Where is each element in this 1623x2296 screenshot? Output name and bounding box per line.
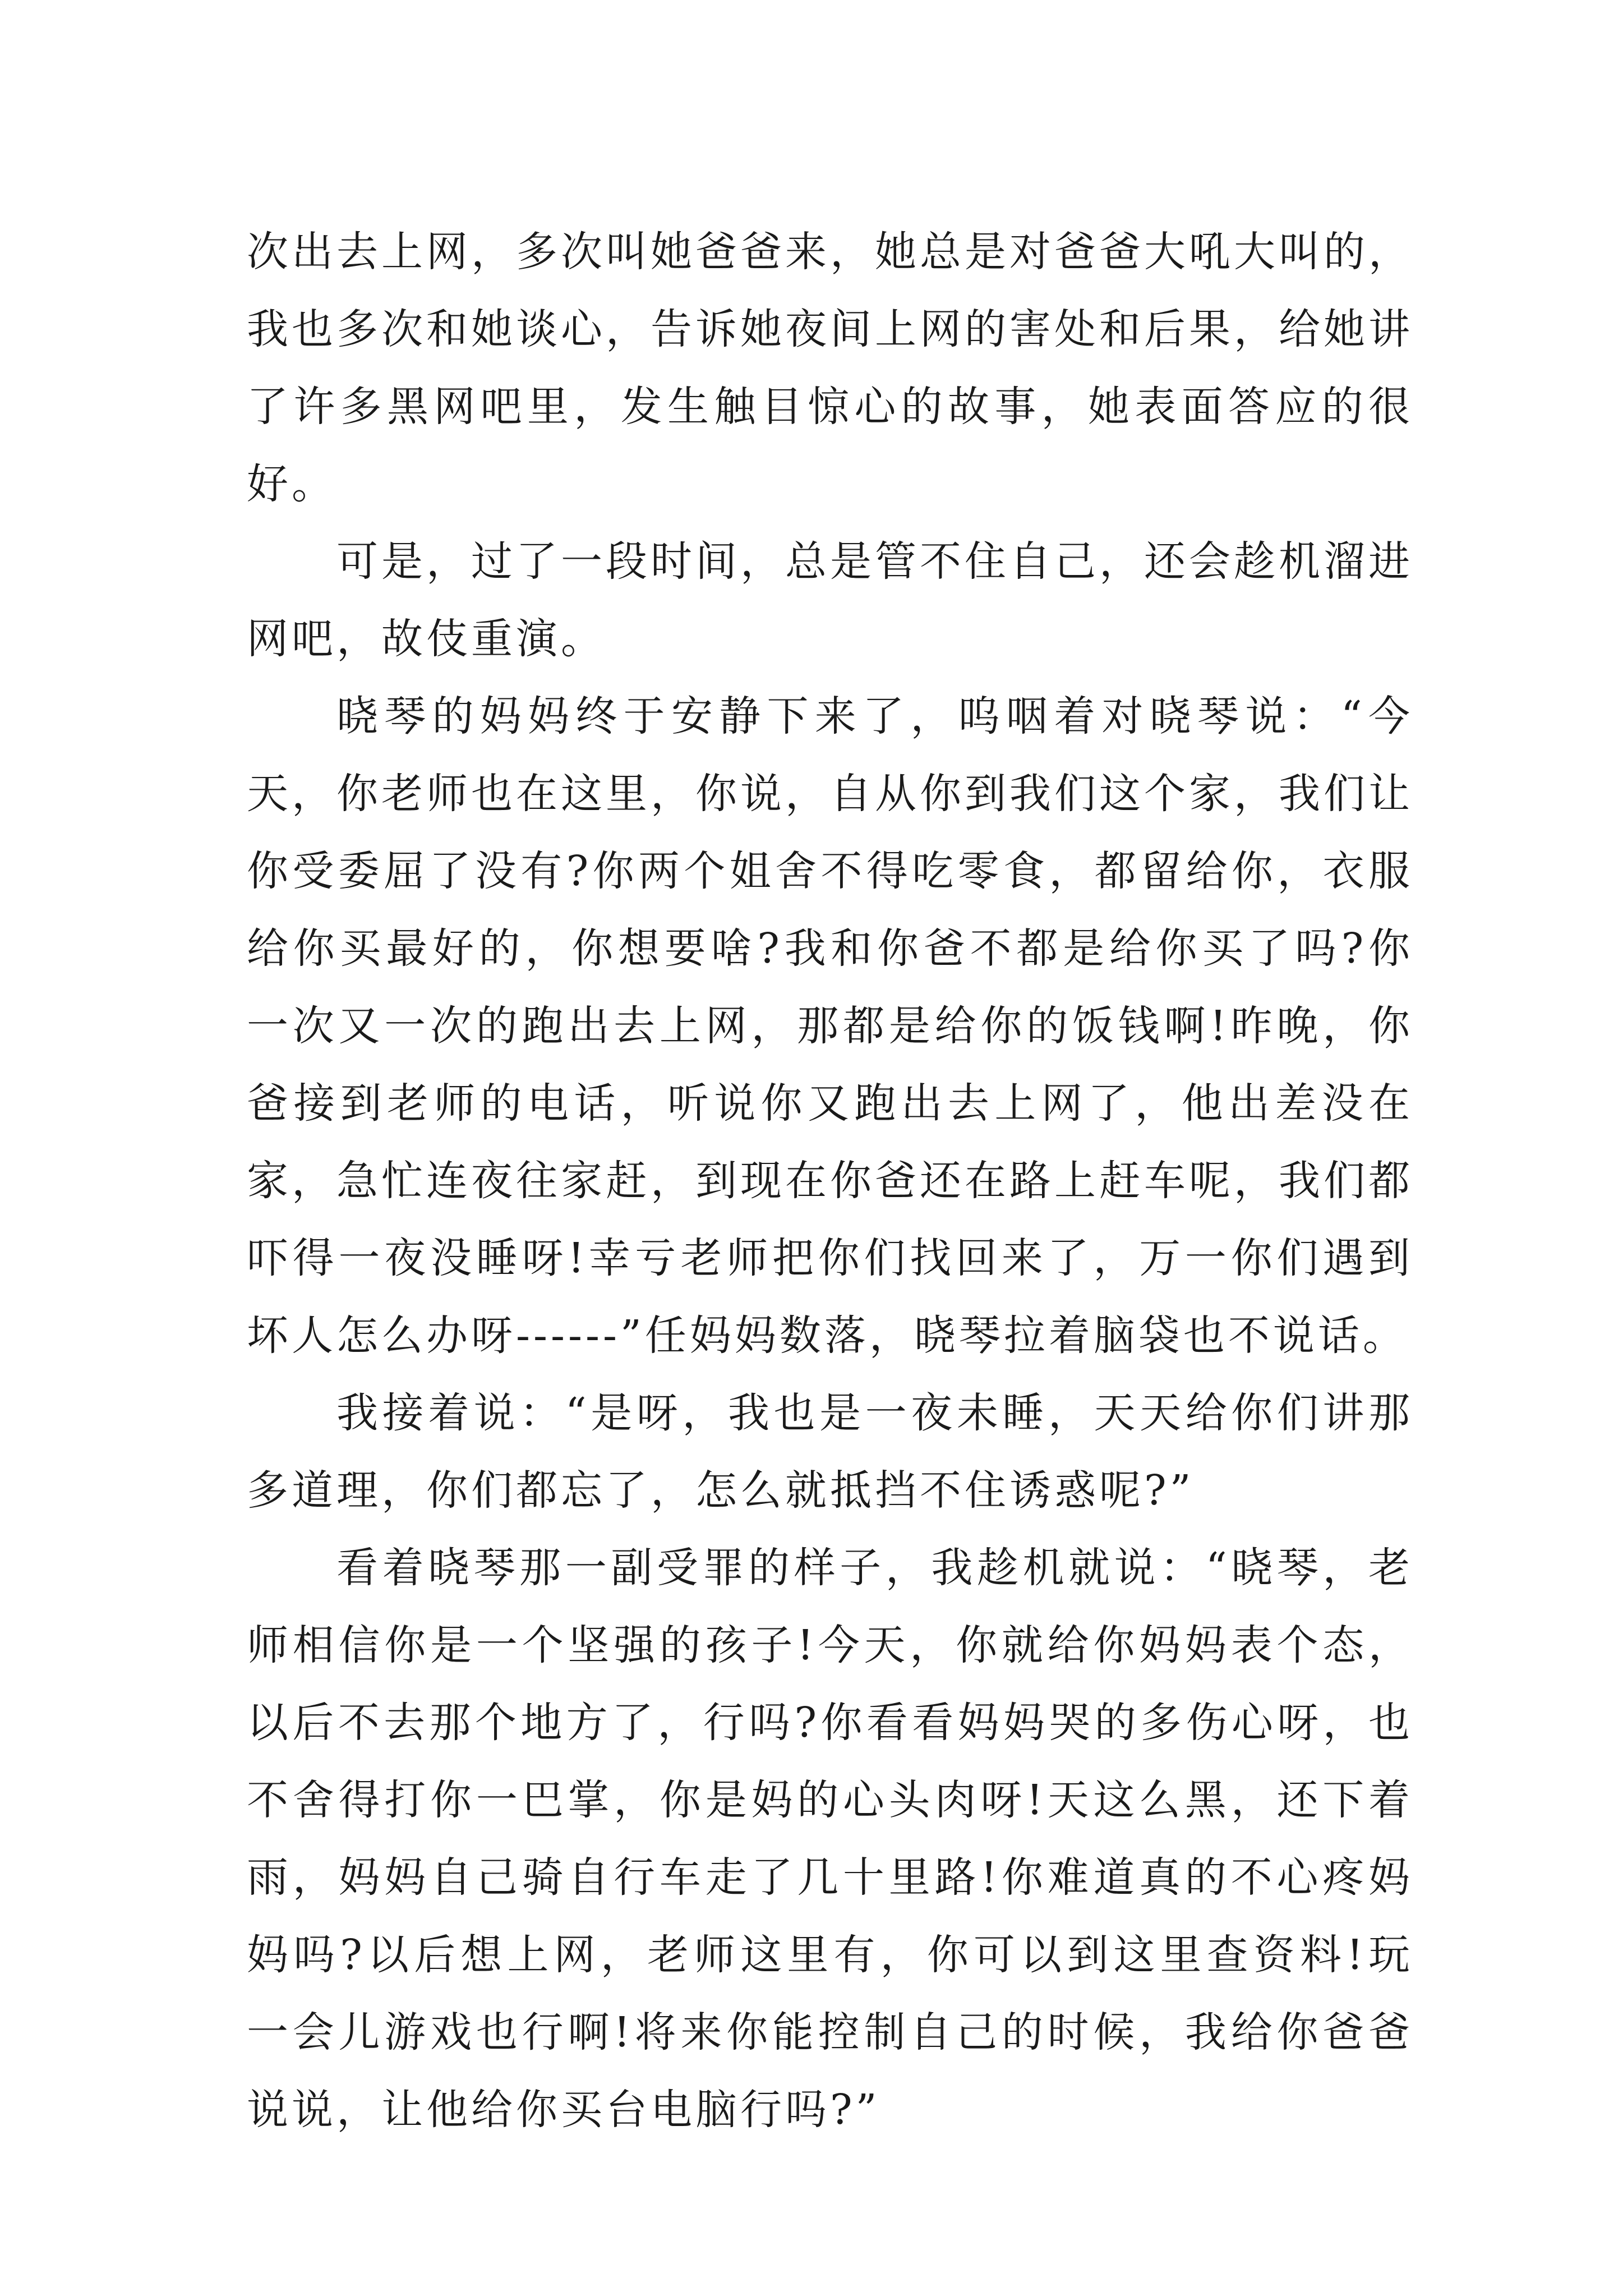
body-text	[247, 213, 1413, 2148]
paragraph: 晓琴的妈妈终于安静下来了，呜咽着对晓琴说：“今天，你老师也在这里，你说，自从你到我们这个家，我们让你受委屈了没有?你两个姐舍不得吃零食，都留给你，衣服给你买最好的，你想要啥?我和你爸不都是给你买了吗?你一次又一次的跑出去上网，那都是给你的饭钱啊!昨晚，你爸接到老师的电话，听说你又跑出去上网了，他出差没在家，急忙连夜往家赶，到现在你爸还在路上赶车呢，我们都吓得一夜没睡呀!幸亏老师把你们找回来了，万一你们遇到坏人怎么办呀------”任妈妈数落，晓琴拉着脑袋也不说话。	[247, 692, 1413, 1360]
paragraph: 我接着说：“是呀，我也是一夜未睡，天天给你们讲那多道理，你们都忘了，怎么就抵挡不住诱惑呢?”	[247, 1389, 1413, 1515]
paragraph-continued: 次出去上网，多次叫她爸爸来，她总是对爸爸大吼大叫的，我也多次和她谈心，告诉她夜间上网的害处和后果，给她讲了许多黑网吧里，发生触目惊心的故事，她表面答应的很好。	[247, 228, 1413, 508]
paragraph: 看着晓琴那一副受罪的样子，我趁机就说：“晓琴，老师相信你是一个坚强的孩子!今天，你就给你妈妈表个态，以后不去那个地方了，行吗?你看看妈妈哭的多伤心呀，也不舍得打你一巴掌，你是妈的心头肉呀!天这么黑，还下着雨，妈妈自己骑自行车走了几十里路!你难道真的不心疼妈妈吗?以后想上网，老师这里有，你可以到这里查资料!玩一会儿游戏也行啊!将来你能控制自己的时候，我给你爸爸说说，让他给你买台电脑行吗?”	[247, 1544, 1413, 2134]
paragraph: 可是，过了一段时间，总是管不住自己，还会趁机溜进网吧，故伎重演。	[247, 537, 1413, 663]
